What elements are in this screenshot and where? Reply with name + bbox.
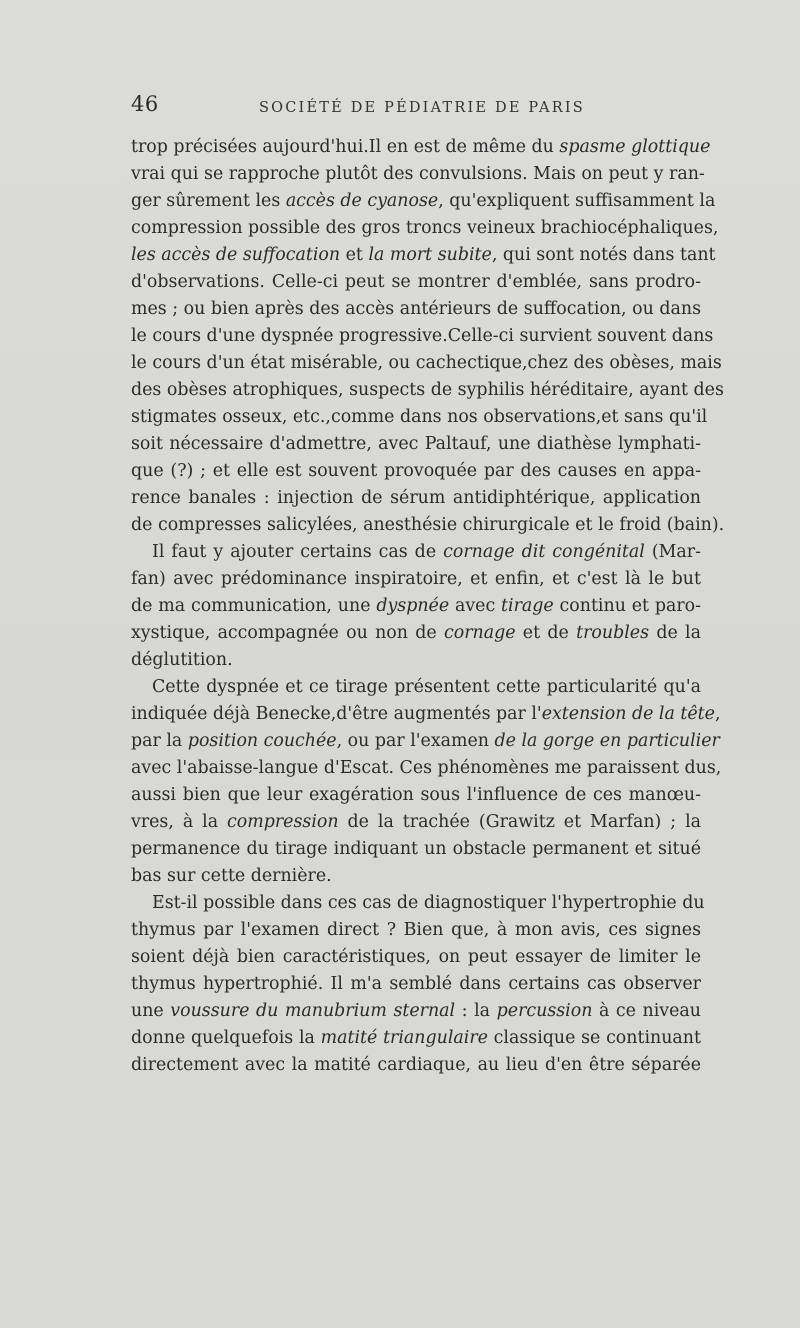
- italic-run: cornage dit congénital: [443, 542, 645, 562]
- text-run: vres, à la: [131, 812, 228, 832]
- italic-run: position couchée: [187, 731, 337, 751]
- text-line: [131, 917, 701, 944]
- text-run: soit nécessaire d'admettre, avec Paltauf, une diathèse lymphati-: [131, 434, 701, 454]
- text-run: mes ; ou bien après des accès antérieurs de suffocation, ou dans: [131, 299, 701, 319]
- italic-run: cornage: [443, 623, 516, 643]
- text-run: , ou par l'examen: [336, 731, 495, 751]
- text-run: avec: [449, 596, 502, 616]
- italic-run: compression: [227, 812, 339, 832]
- text-run: ger sûrement les: [131, 191, 286, 211]
- text-line: [131, 404, 708, 431]
- italic-run: la mort subite: [368, 245, 492, 265]
- text-run: déglutition.: [131, 650, 233, 670]
- text-line: [131, 890, 705, 917]
- text-run: , qui sont notés dans tant: [491, 245, 716, 265]
- text-run: (Mar-: [644, 542, 701, 562]
- text-run: directement avec la matité cardiaque, au lieu d'en être séparée: [131, 1055, 701, 1075]
- italic-run: voussure du manubrium sternal: [170, 1001, 456, 1021]
- text-line: [131, 188, 716, 215]
- text-run: , qu'expliquent suffisamment la: [438, 191, 716, 211]
- text-run: compression possible des gros troncs veineux brachiocéphaliques,: [131, 218, 719, 238]
- text-line: [131, 674, 701, 701]
- text-line: [131, 1025, 701, 1052]
- text-line: [131, 242, 716, 269]
- italic-run: matité triangulaire: [320, 1028, 488, 1048]
- text-line: [131, 593, 701, 620]
- text-line: [131, 566, 701, 593]
- text-run: continu et paro-: [553, 596, 702, 616]
- text-line: [131, 377, 724, 404]
- body-text: [131, 134, 725, 1079]
- text-line: [131, 755, 722, 782]
- text-run: le cours d'une dyspnée progressive.Celle-ci survient souvent dans: [131, 326, 714, 346]
- text-run: fan) avec prédominance inspiratoire, et enfin, et c'est là le but: [131, 569, 701, 589]
- text-run: classique se continuant: [487, 1028, 701, 1048]
- text-run: : la: [455, 1001, 497, 1021]
- text-line: [131, 134, 711, 161]
- text-run: trop précisées aujourd'hui.Il en est de même du: [131, 137, 560, 157]
- text-line: [131, 323, 714, 350]
- text-run: Cette dyspnée et ce tirage présentent cette particularité qu'a: [152, 677, 701, 697]
- italic-run: les accès de suffocation: [131, 245, 341, 265]
- text-line: [131, 863, 701, 890]
- text-line: [131, 161, 705, 188]
- text-run: thymus hypertrophié. Il m'a semblé dans certains cas observer: [131, 974, 701, 994]
- running-title: SOCIÉTÉ DE PÉDIATRIE DE PARIS: [259, 100, 585, 116]
- text-run: indiquée déjà Benecke,d'être augmentés par l': [131, 704, 542, 724]
- italic-run: extension de la tête: [541, 704, 715, 724]
- text-run: soient déjà bien caractéristiques, on peut essayer de limiter le: [131, 947, 701, 967]
- text-run: d'observations. Celle-ci peut se montrer d'emblée, sans prodro-: [131, 272, 701, 292]
- text-run: permanence du tirage indiquant un obstacle permanent et situé: [131, 839, 701, 859]
- text-line: [131, 998, 701, 1025]
- text-line: [131, 269, 701, 296]
- text-run: rence banales : injection de sérum antidiphtérique, application: [131, 488, 701, 508]
- text-run: et: [340, 245, 369, 265]
- text-line: [131, 944, 701, 971]
- text-run: bas sur cette dernière.: [131, 866, 332, 886]
- text-run: le cours d'un état misérable, ou cachectique,chez des obèses, mais: [131, 353, 722, 373]
- italic-run: dyspnée: [376, 596, 450, 616]
- text-run: une: [131, 1001, 171, 1021]
- text-line: [131, 1052, 701, 1079]
- text-line: [131, 431, 701, 458]
- text-line: [131, 647, 701, 674]
- text-run: et de: [515, 623, 577, 643]
- text-line: [131, 836, 701, 863]
- text-line: [131, 971, 701, 998]
- text-line: [131, 782, 701, 809]
- text-run: aussi bien que leur exagération sous l'influence de ces manœu-: [131, 785, 701, 805]
- text-run: stigmates osseux, etc.,comme dans nos observations,et sans qu'il: [131, 407, 708, 427]
- italic-run: percussion: [496, 1001, 593, 1021]
- text-line: [131, 350, 722, 377]
- text-run: Il faut y ajouter certains cas de: [152, 542, 444, 562]
- italic-run: tirage: [501, 596, 554, 616]
- text-run: ,: [714, 704, 721, 724]
- text-line: [131, 620, 701, 647]
- text-line: [131, 458, 701, 485]
- text-line: [131, 809, 701, 836]
- text-run: vrai qui se rapproche plutôt des convulsions. Mais on peut y ran-: [131, 164, 705, 184]
- text-run: avec l'abaisse-langue d'Escat. Ces phénomènes me paraissent dus,: [131, 758, 722, 778]
- text-run: à ce niveau: [592, 1001, 701, 1021]
- text-run: xystique, accompagnée ou non de: [131, 623, 444, 643]
- text-run: de compresses salicylées, anesthésie chirurgicale et le froid (bain).: [131, 515, 725, 535]
- italic-run: spasme glottique: [559, 137, 711, 157]
- text-run: des obèses atrophiques, suspects de syphilis héréditaire, ayant des: [131, 380, 724, 400]
- text-run: donne quelquefois la: [131, 1028, 321, 1048]
- text-line: [131, 701, 721, 728]
- text-run: thymus par l'examen direct ? Bien que, à mon avis, ces signes: [131, 920, 701, 940]
- italic-run: accès de cyanose: [285, 191, 439, 211]
- text-run: Est-il possible dans ces cas de diagnostiquer l'hypertrophie du: [152, 893, 705, 913]
- text-line: [131, 296, 701, 323]
- text-run: que (?) ; et elle est souvent provoquée par des causes en appa-: [131, 461, 701, 481]
- text-run: de ma communication, une: [131, 596, 377, 616]
- text-line: [131, 512, 725, 539]
- text-line: [131, 539, 701, 566]
- text-line: [131, 485, 701, 512]
- text-run: par la: [131, 731, 188, 751]
- italic-run: de la gorge en particulier: [494, 731, 720, 751]
- italic-run: troubles: [576, 623, 650, 643]
- text-line: [131, 728, 720, 755]
- page-number: 46: [131, 92, 159, 116]
- text-run: de la trachée (Grawitz et Marfan) ; la: [338, 812, 702, 832]
- text-run: de la: [649, 623, 701, 643]
- text-line: [131, 215, 719, 242]
